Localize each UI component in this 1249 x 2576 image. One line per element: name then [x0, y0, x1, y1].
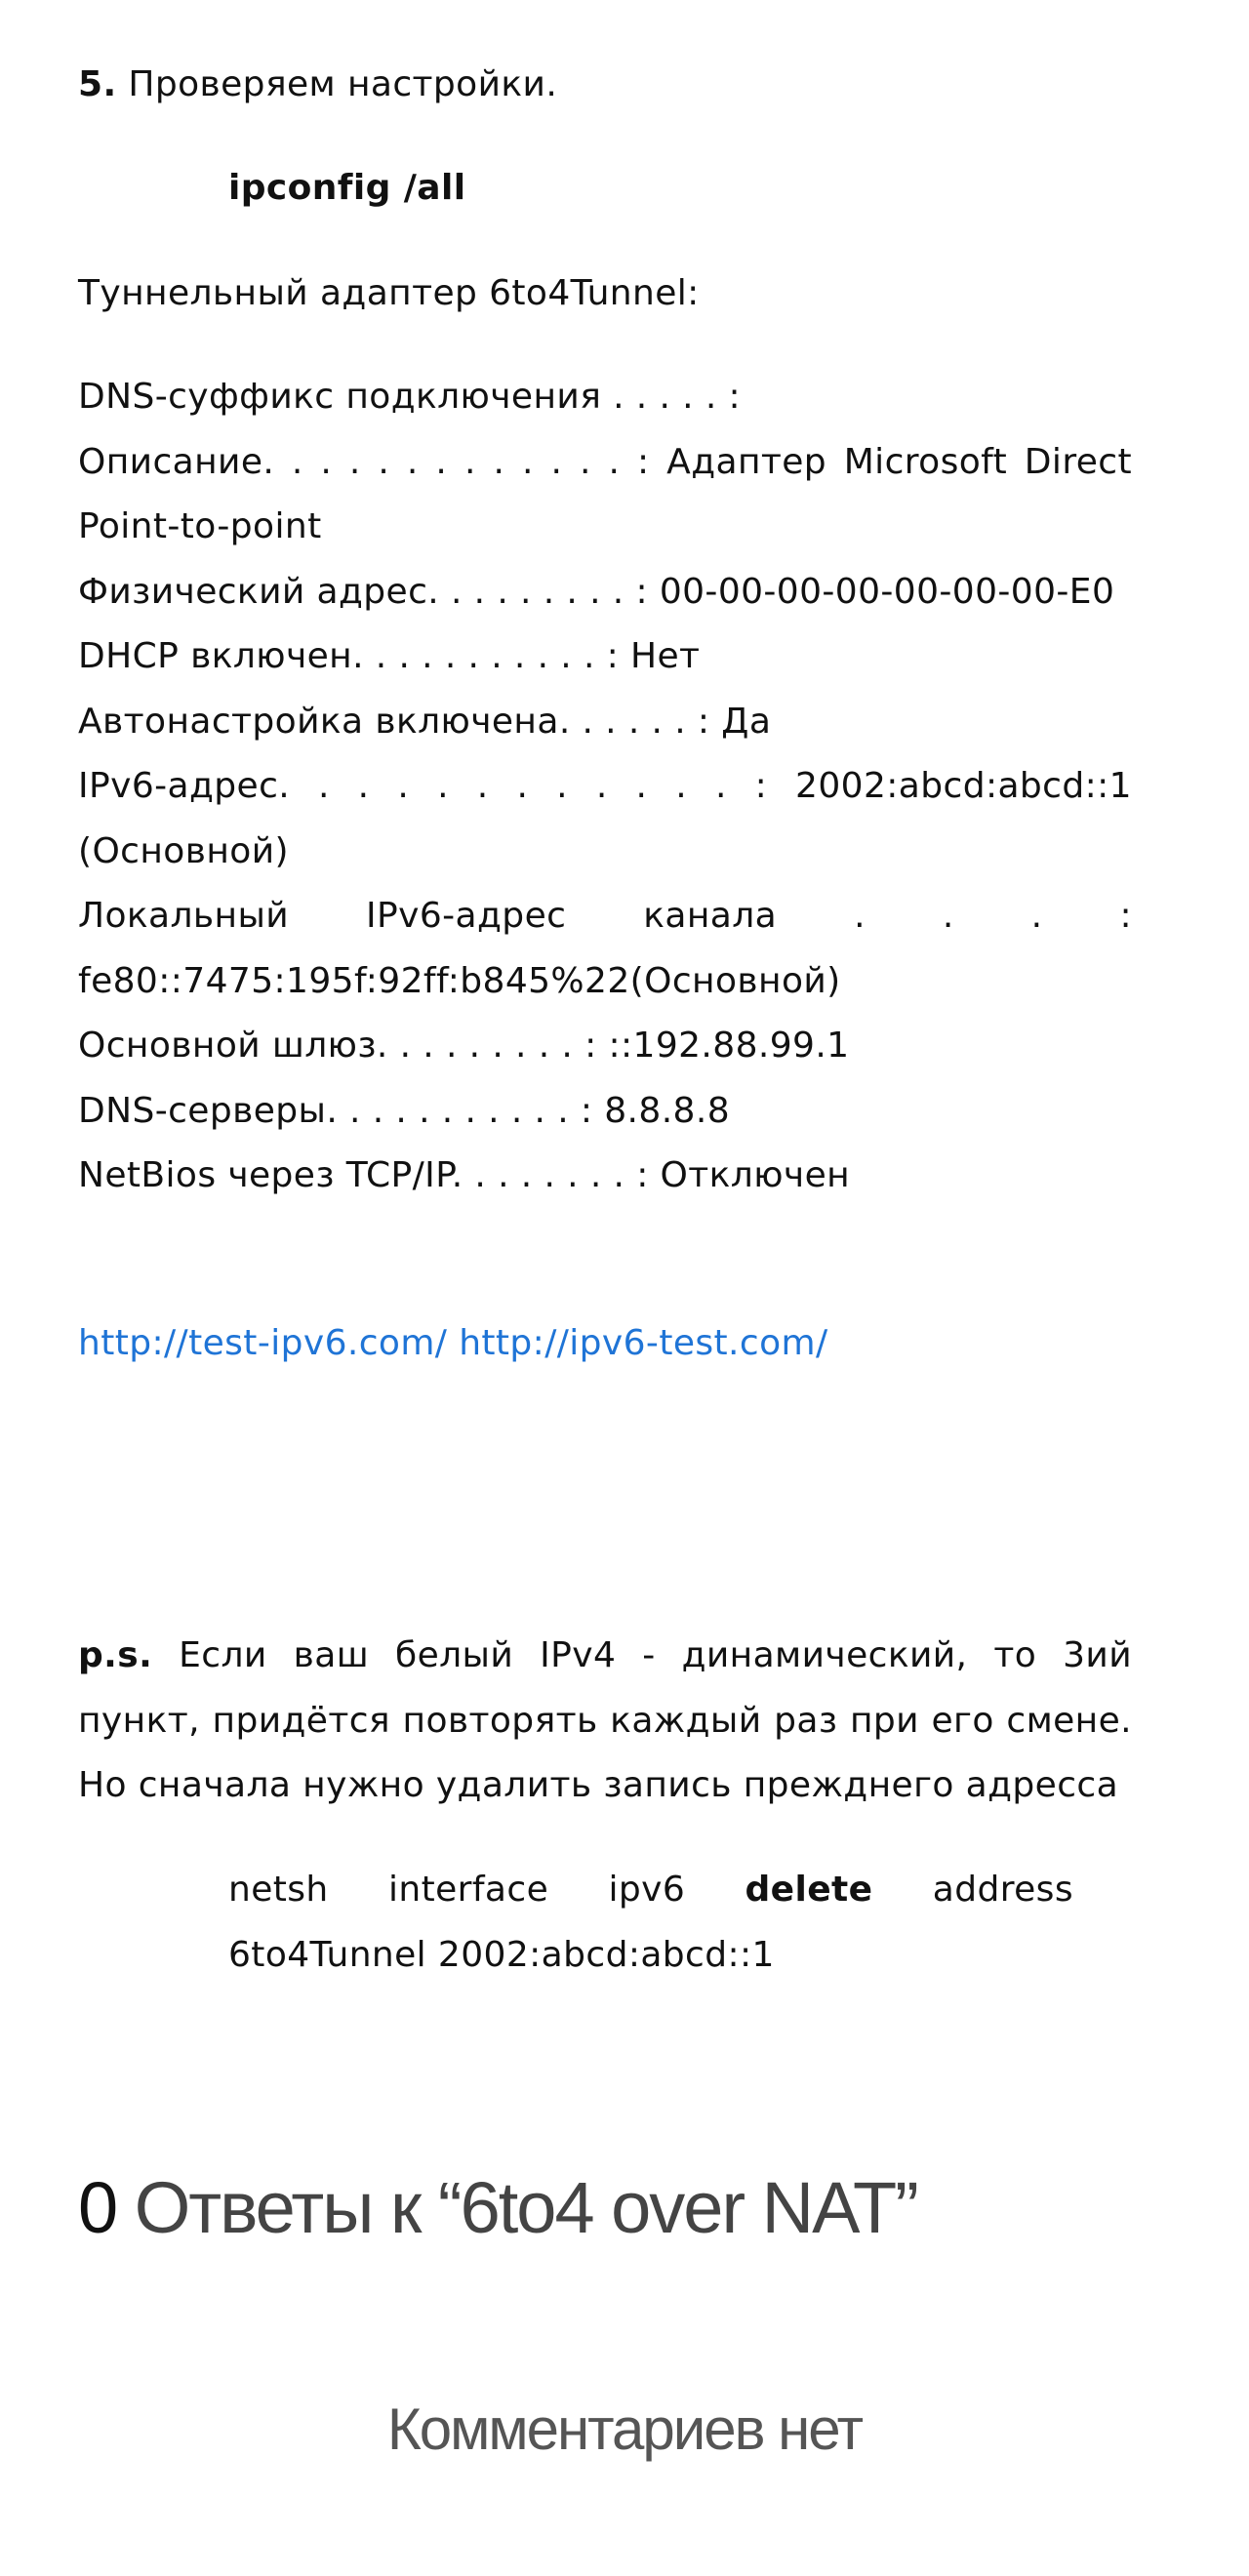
ps-paragraph: [78, 1624, 1132, 1819]
ps-text: Если ваш белый IPv4 - динамический, то 3ий пункт, придётся повторять каждый раз при его смене. Но сначала нужно удалить запись прежднего адресса: [78, 1635, 1133, 1805]
netsh-command-delete: delete: [745, 1870, 873, 1910]
output-netbios: NetBios через TCP/IP. . . . . . . . : Отключен: [78, 1155, 851, 1195]
output-description: Описание. . . . . . . . . . . . . : Адаптер Microsoft Direct Point-to-point: [78, 441, 1132, 546]
links-paragraph: [78, 1311, 1132, 1377]
output-dns-servers: DNS-серверы. . . . . . . . . . . : 8.8.8.8: [78, 1090, 730, 1131]
step-number: 5.: [78, 64, 117, 104]
ps-label: p.s.: [78, 1635, 153, 1675]
output-ipv6-address: IPv6-адрес. . . . . . . . . . . . : 2002:abcd:abcd::1 (Основной): [78, 766, 1132, 871]
netsh-command-part1: netsh interface ipv6: [228, 1870, 686, 1910]
step-5-paragraph: [78, 53, 1132, 118]
ipconfig-command: ipconfig /all: [228, 168, 466, 208]
comments-heading-text: Ответы к “6to4 over NAT”: [134, 2167, 917, 2248]
no-comments-message: Комментариев нет: [386, 2396, 863, 2462]
step-text: Проверяем настройки.: [128, 64, 558, 104]
output-dhcp: DHCP включен. . . . . . . . . . . : Нет: [78, 636, 701, 676]
output-dns-suffix: DNS-суффикс подключения . . . . . :: [78, 377, 742, 417]
output-physical-address: Физический адрес. . . . . . . . . : 00-00-00-00-00-00-00-E0: [78, 571, 1115, 612]
output-link-local: Локальный IPv6-адрес канала . . . : fe80::7475:195f:92ff:b845%22(Основной): [78, 896, 1132, 1001]
netsh-command-part2: address 6to4Tunnel 2002:abcd:abcd::1: [228, 1870, 1073, 1975]
ipv6-test-link[interactable]: http://ipv6-test.com/: [459, 1323, 828, 1363]
netsh-command: [228, 1858, 1073, 1988]
output-gateway: Основной шлюз. . . . . . . . . : ::192.88.99.1: [78, 1026, 850, 1066]
adapter-title: Туннельный адаптер 6to4Tunnel:: [78, 273, 700, 313]
output-autoconfig: Автонастройка включена. . . . . . : Да: [78, 701, 772, 742]
ipconfig-output: [78, 365, 1132, 1209]
comments-count: 0: [78, 2167, 117, 2248]
test-ipv6-link[interactable]: http://test-ipv6.com/: [78, 1323, 448, 1363]
comments-heading: [78, 2164, 917, 2252]
